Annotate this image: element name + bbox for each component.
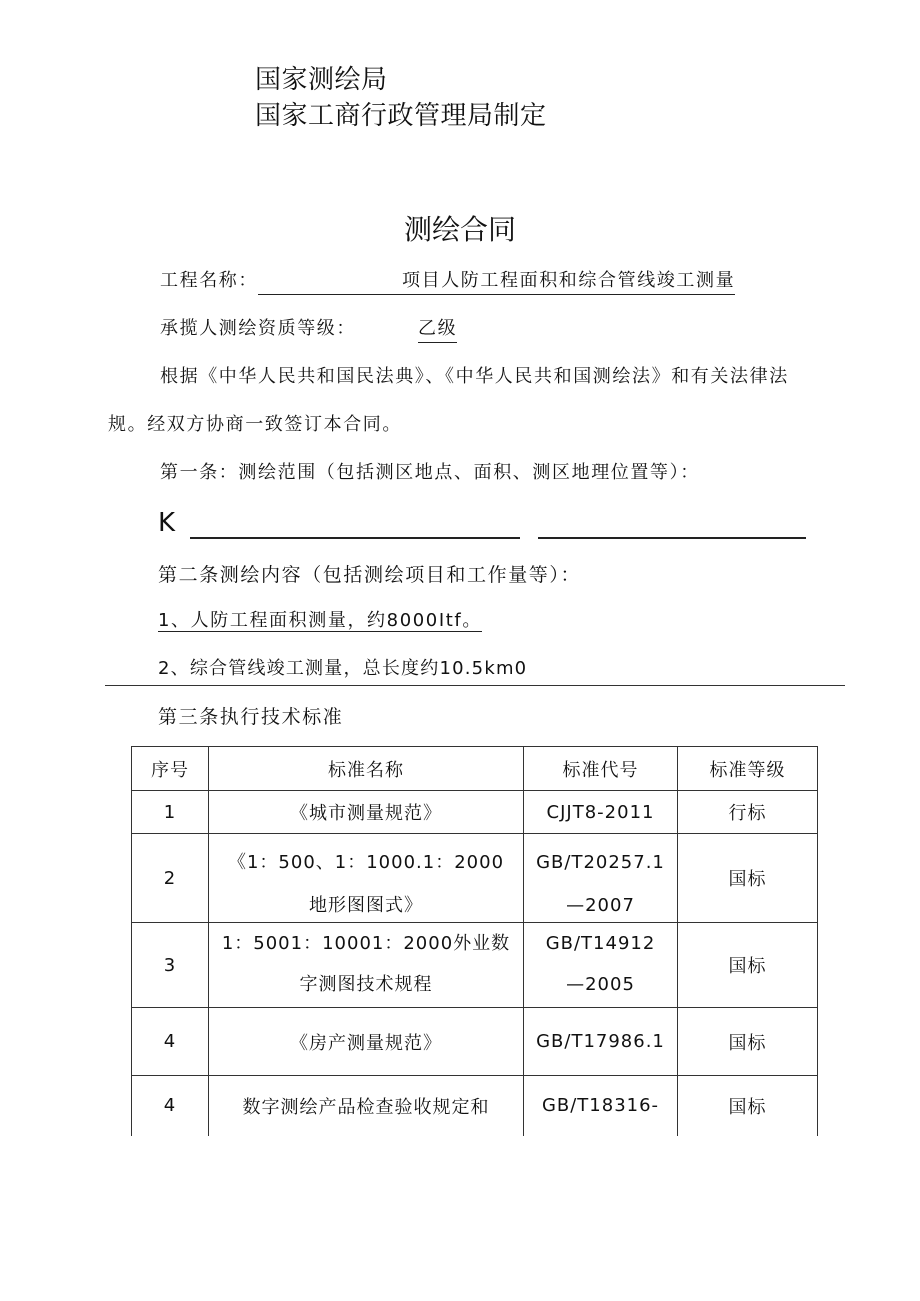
row-code: [524, 923, 678, 1008]
header-no: 序号: [132, 747, 209, 791]
row-code-line-2: —2005: [566, 974, 635, 995]
row-name-line-1: 1：5001：10001：2000外业数: [221, 933, 511, 954]
row-no: 3: [132, 923, 209, 1008]
article-1-mark: K: [158, 508, 176, 538]
project-name-row: [160, 268, 735, 295]
table-row: [132, 1076, 818, 1136]
table-row: [132, 834, 818, 923]
article-2-title: 第二条测绘内容（包括测绘项目和工作量等）：: [158, 564, 582, 586]
article-3-title: 第三条执行技术标准: [158, 706, 344, 728]
row-code: CJJT8-2011: [524, 791, 678, 834]
project-name-label: 工程名称：: [160, 270, 258, 291]
row-name-line-2: 字测图技术规程: [299, 974, 433, 995]
row-code-line-2: —2007: [566, 895, 635, 916]
row-name-line-1: 《1：500、1：1000.1：2000: [227, 852, 505, 873]
project-name-value: 项目人防工程面积和综合管线竣工测量: [258, 268, 735, 295]
row-no: 1: [132, 791, 209, 834]
row-code-line-1: GB/T14912: [545, 933, 656, 954]
qualification-value: 乙级: [418, 316, 457, 343]
article-2-item-1-text: 1、人防工程面积测量，约8000Itf。: [158, 610, 482, 631]
row-level: 行标: [678, 791, 818, 834]
row-code: GB/T17986.1: [524, 1008, 678, 1076]
legal-basis-line-1: 根据《中华人民共和国民法典》、《中华人民共和国测绘法》和有关法律法: [160, 366, 789, 387]
qualification-row: [160, 316, 457, 343]
table-row: [132, 791, 818, 834]
row-code: [524, 834, 678, 923]
table-header-row: [132, 747, 818, 791]
row-name: 《房产测量规范》: [209, 1008, 524, 1076]
qualification-label: 承揽人测绘资质等级：: [160, 318, 356, 339]
contract-title: 测绘合同: [403, 213, 516, 246]
row-no: 4: [132, 1008, 209, 1076]
table-row: [132, 1008, 818, 1076]
article-2-item-1: [158, 608, 482, 634]
row-name: 《城市测量规范》: [209, 791, 524, 834]
legal-basis-line-2: 规。经双方协商一致签订本合同。: [108, 414, 402, 435]
row-level: 国标: [678, 1076, 818, 1136]
row-name: [209, 834, 524, 923]
row-name-line-2: 地形图图式》: [309, 895, 423, 916]
article-2-item-2: 2、综合管线竣工测量，总长度约10.5km0: [158, 658, 528, 679]
row-no: 4: [132, 1076, 209, 1136]
scope-blank-line-1: [190, 537, 520, 539]
row-name: [209, 923, 524, 1008]
row-level: 国标: [678, 834, 818, 923]
header-name: 标准名称: [209, 747, 524, 791]
header-code: 标准代号: [524, 747, 678, 791]
row-code-line-1: GB/T20257.1: [536, 852, 665, 873]
row-name: 数字测绘产品检查验收规定和: [209, 1076, 524, 1136]
standards-table: [131, 746, 818, 1136]
row-level: 国标: [678, 1008, 818, 1076]
row-code: GB/T18316-: [524, 1076, 678, 1136]
issuer-line-2: 国家工商行政管理局制定: [255, 101, 547, 131]
scope-blank-line-2: [538, 537, 806, 539]
table-row: [132, 923, 818, 1008]
section-divider: [105, 685, 845, 686]
header-level: 标准等级: [678, 747, 818, 791]
issuer-line-1: 国家测绘局: [255, 65, 388, 95]
row-level: 国标: [678, 923, 818, 1008]
article-1-title: 第一条：测绘范围（包括测区地点、面积、测区地理位置等）：: [160, 462, 700, 483]
row-no: 2: [132, 834, 209, 923]
